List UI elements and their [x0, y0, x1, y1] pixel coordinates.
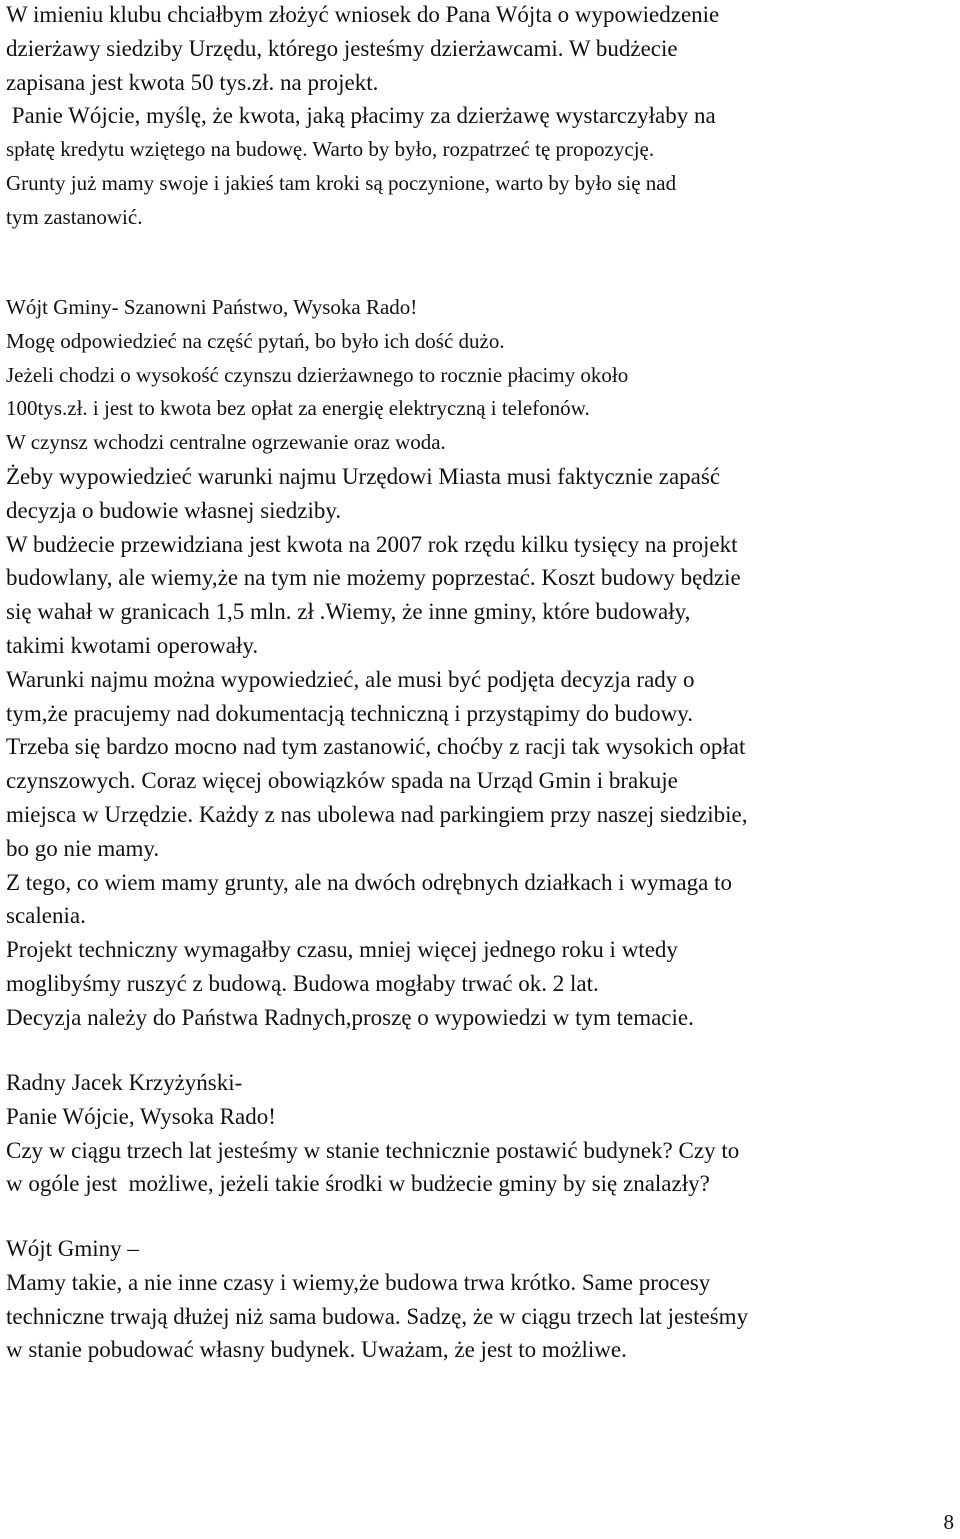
text-line: bo go nie mamy.	[6, 835, 160, 861]
text-line: W budżecie przewidziana jest kwota na 2007 rok rzędu kilku tysięcy na projekt	[6, 531, 738, 557]
text-line: spłatę kredytu wziętego na budowę. Warto by było, rozpatrzeć tę propozycję.	[6, 137, 655, 162]
text-line: w ogóle jest możliwe, jeżeli takie środki w budżecie gminy by się znalazły?	[6, 1171, 710, 1197]
radny-question	[6, 1066, 956, 1201]
text-line: miejsca w Urzędzie. Każdy z nas ubolewa nad parkingiem przy naszej siedzibie,	[6, 801, 748, 827]
intro-paragraph	[6, 0, 956, 235]
text-line: scalenia.	[6, 903, 86, 929]
text-line: Jeżeli chodzi o wysokość czynszu dzierżawnego to rocznie płacimy około	[6, 362, 629, 387]
text-line: 100tys.zł. i jest to kwota bez opłat za energię elektryczną i telefonów.	[6, 396, 590, 421]
wojt-response-1	[6, 291, 956, 1035]
speaker-heading: Wójt Gminy- Szanowni Państwo, Wysoka Rado!	[6, 295, 418, 319]
text-line: takimi kwotami operowały.	[6, 632, 259, 658]
speaker-heading: Radny Jacek Krzyżyński-	[6, 1070, 243, 1095]
text-line: Żeby wypowiedzieć warunki najmu Urzędowi Miasta musi faktycznie zapaść	[6, 463, 721, 489]
text-line: czynszowych. Coraz więcej obowiązków spada na Urząd Gmin i brakuje	[6, 768, 678, 794]
text-line: decyzja o budowie własnej siedziby.	[6, 497, 342, 523]
text-line: Czy w ciągu trzech lat jesteśmy w stanie technicznie postawić budynek? Czy to	[6, 1137, 740, 1163]
text-line: się wahał w granicach 1,5 mln. zł .Wiemy, że inne gminy, które budowały,	[6, 599, 691, 625]
text-line: tym,że pracujemy nad dokumentacją techniczną i przystąpimy do budowy.	[6, 700, 694, 726]
text-line: Grunty już mamy swoje i jakieś tam kroki są poczynione, warto by było się nad	[6, 170, 677, 195]
text-line: W czynsz wchodzi centralne ogrzewanie oraz woda.	[6, 430, 446, 455]
text-line: W imieniu klubu chciałbym złożyć wniosek do Pana Wójta o wypowiedzenie	[6, 2, 720, 27]
text-line: Mogę odpowiedzieć na część pytań, bo było ich dość dużo.	[6, 328, 505, 353]
text-line: Warunki najmu można wypowiedzieć, ale musi być podjęta decyzja rady o	[6, 666, 695, 692]
text-line: zapisana jest kwota 50 tys.zł. na projekt.	[6, 69, 379, 95]
speaker-heading: Wójt Gminy –	[6, 1236, 139, 1261]
text-line: techniczne trwają dłużej niż sama budowa. Sadzę, że w ciągu trzech lat jesteśmy	[6, 1303, 749, 1329]
text-line: dzierżawy siedziby Urzędu, którego jesteśmy dzierżawcami. W budżecie	[6, 35, 678, 61]
text-line: Decyzja należy do Państwa Radnych,proszę o wypowiedzi w tym temacie.	[6, 1004, 694, 1030]
wojt-response-2	[6, 1232, 956, 1367]
text-line: tym zastanowić.	[6, 204, 143, 229]
text-line: Trzeba się bardzo mocno nad tym zastanowić, choćby z racji tak wysokich opłat	[6, 734, 746, 760]
text-line: budowlany, ale wiemy,że na tym nie możemy poprzestać. Koszt budowy będzie	[6, 565, 741, 591]
text-line: Projekt techniczny wymagałby czasu, mniej więcej jednego roku i wtedy	[6, 937, 678, 963]
text-line: Panie Wójcie, Wysoka Rado!	[6, 1103, 276, 1129]
text-line: Mamy takie, a nie inne czasy i wiemy,że budowa trwa krótko. Same procesy	[6, 1269, 711, 1295]
text-line: w stanie pobudować własny budynek. Uważam, że jest to możliwe.	[6, 1337, 627, 1363]
text-line: Z tego, co wiem mamy grunty, ale na dwóch odrębnych działkach i wymaga to	[6, 869, 732, 895]
text-line: Panie Wójcie, myślę, że kwota, jaką płacimy za dzierżawę wystarczyłaby na	[6, 103, 716, 129]
page-number: 8	[943, 1510, 954, 1534]
text-line: moglibyśmy ruszyć z budową. Budowa mogłaby trwać ok. 2 lat.	[6, 970, 599, 996]
